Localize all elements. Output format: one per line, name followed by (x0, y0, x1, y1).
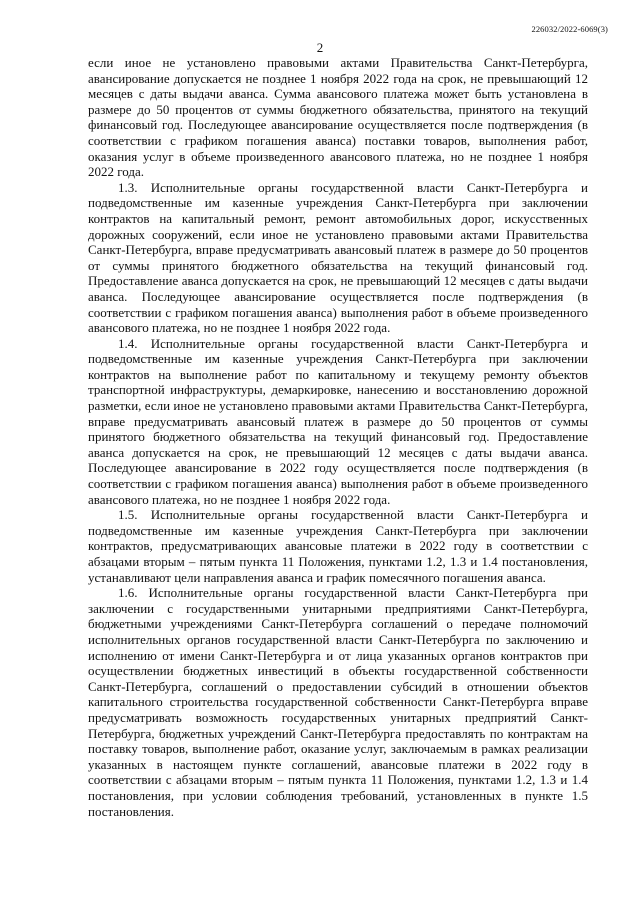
document-number: 226032/2022-6069(3) (531, 24, 608, 34)
document-body (88, 55, 588, 819)
paragraph-1-3: 1.3. Исполнительные органы государственной власти Санкт-Петербурга и подведомственные им казенные учреждения Санкт-Петербурга при заключении контрактов на капитальный ремонт, ремонт автомобильных дорог, искусственных дорожных сооружений, если иное не установлено правовыми актами Правительства Санкт-Петербурга, вправе предусматривать авансовый платеж в размере до 50 процентов от суммы принятого бюджетного обязательства на текущий финансовый год. Предоставление аванса допускается на срок, не превышающий 12 месяцев с даты выдачи аванса. Последующее авансирование осуществляется после подтверждения (в соответствии с графиком погашения аванса) выполнения работ в объеме произведенного авансового платежа, но не позднее 1 ноября 2022 года. (88, 179, 588, 336)
paragraph-1-4: 1.4. Исполнительные органы государственной власти Санкт-Петербурга и подведомственные им казенные учреждения Санкт-Петербурга при заключении контрактов на выполнение работ по капитальному и текущему ремонту объектов транспортной инфраструктуры, демаркировке, нанесению и восстановлению дорожной разметки, если иное не установлено правовыми актами Правительства Санкт-Петербурга, вправе предусматривать авансовый платеж в размере до 50 процентов от суммы принятого бюджетного обязательства на текущий финансовый год. Предоставление аванса допускается на срок, не превышающий 12 месяцев с даты выдачи аванса. Последующее авансирование в 2022 году осуществляется после подтверждения (в соответствии с графиком погашения аванса) выполнения работ в объеме произведенного авансового платежа, но не позднее 1 ноября 2022 года. (88, 335, 588, 507)
paragraph-1-6: 1.6. Исполнительные органы государственной власти Санкт-Петербурга при заключении с государственными унитарными предприятиями Санкт-Петербурга, бюджетными учреждениями Санкт-Петербурга соглашений о передаче полномочий исполнительных органов государственной власти Санкт-Петербурга по заключению и исполнению от имени Санкт-Петербурга и от лица указанных органов контрактов при осуществлении бюджетных инвестиций в объекты государственной собственности Санкт-Петербурга, соглашений о предоставлении субсидий в отношении объектов капитального строительства государственной собственности Санкт-Петербурга вправе предусматривать возможность государственных унитарных предприятий Санкт-Петербурга, бюджетных учреждений Санкт-Петербурга предоставлять по контрактам на поставку товаров, выполнение работ, оказание услуг, заключаемым в рамках реализации указанных в настоящем пункте соглашений, авансовые платежи в 2022 году в соответствии с абзацами вторым – пятым пункта 11 Положения, пунктами 1.2, 1.3 и 1.4 постановления, при условии соблюдения требований, установленных в пункте 1.5 постановления. (88, 585, 588, 819)
paragraph-continuation: если иное не установлено правовыми актами Правительства Санкт-Петербурга, авансирование допускается не позднее 1 ноября 2022 года на срок, не превышающий 12 месяцев с даты выдачи аванса. Сумма авансового платежа может быть установлена в размере до 50 процентов от суммы бюджетного обязательства, принятого на текущий финансовый год. Последующее авансирование осуществляется после подтверждения (в соответствии с графиком погашения аванса) поставки товаров, выполнения работ, оказания услуг в объеме произведенного авансового платежа, но не позднее 1 ноября 2022 года. (88, 55, 588, 180)
page-number: 2 (316, 40, 324, 55)
paragraph-1-5: 1.5. Исполнительные органы государственной власти Санкт-Петербурга и подведомственные им казенные учреждения Санкт-Петербурга при заключении контрактов, предусматривающих авансовые платежи в 2022 году в соответствии с абзацами вторым – пятым пункта 11 Положения, пунктами 1.2, 1.3 и 1.4 постановления, устанавливают цели направления аванса и график помесячного погашения аванса. (88, 507, 588, 585)
